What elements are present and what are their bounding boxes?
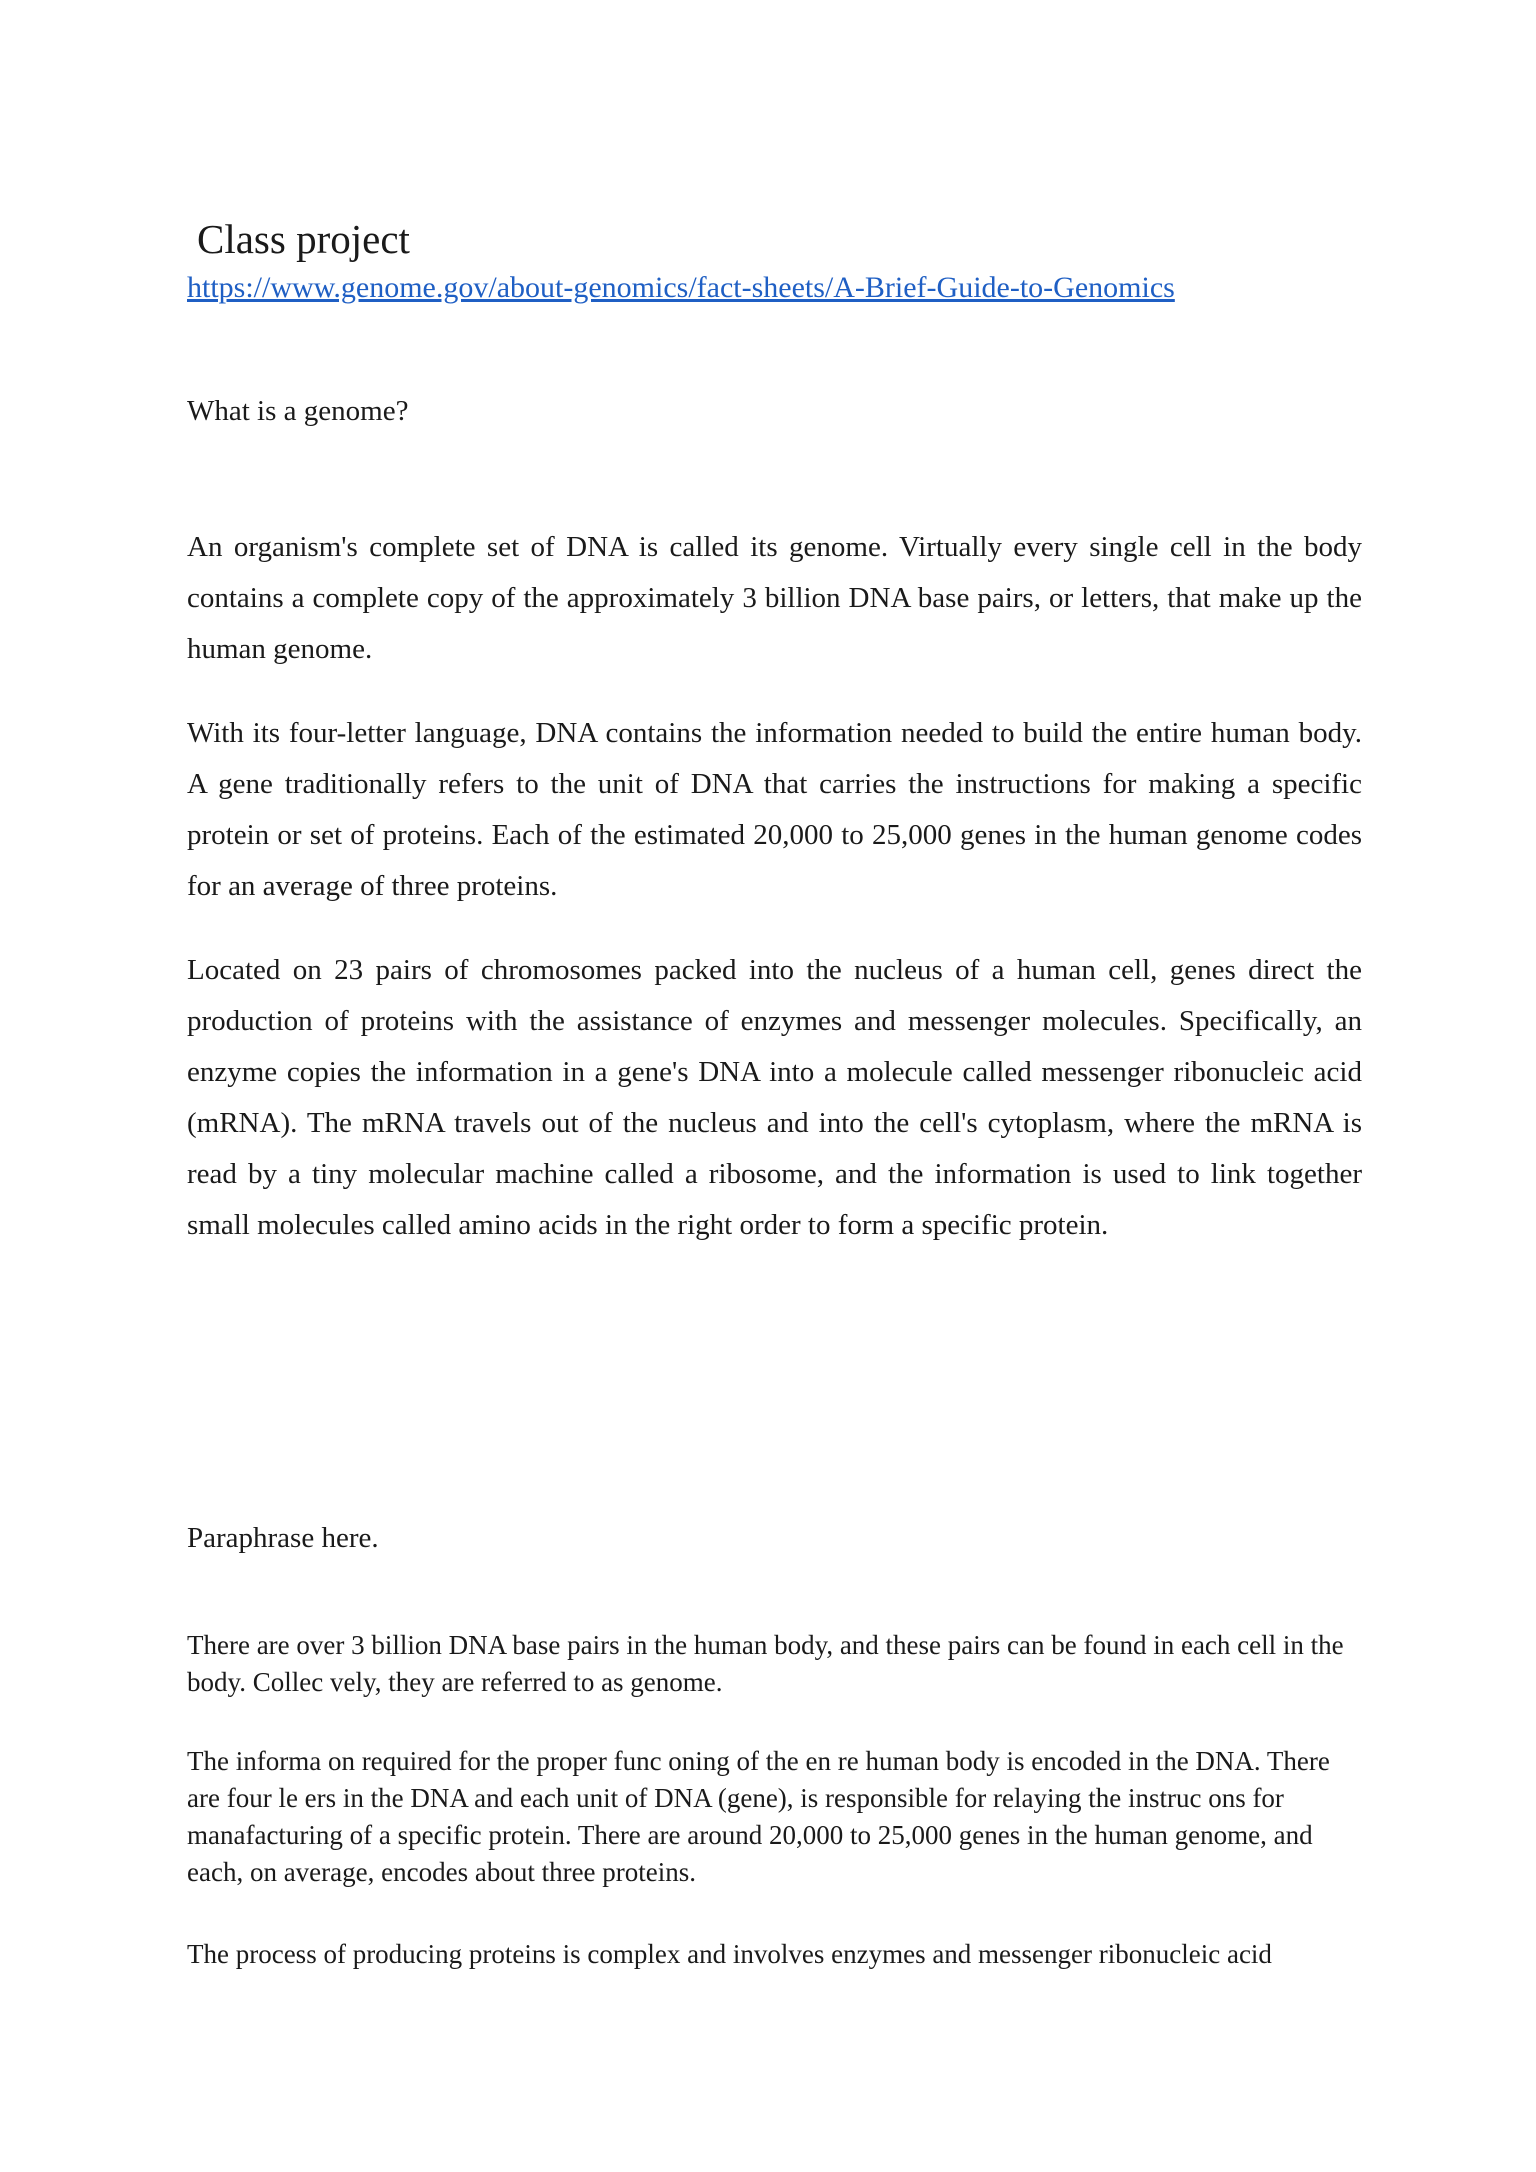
paraphrase-heading: Paraphrase here. xyxy=(187,1522,379,1554)
paraphrase-paragraph-2: The informa on required for the proper func oning of the en re human body is encoded in the DNA. There are four le ers in the DNA and each unit of DNA (gene), is responsible for relaying the instruc ons for manafacturing of a specific protein. There are around 20,000 to 25,000 genes in the human genome, and each, on average, encodes about three proteins. xyxy=(187,1746,1330,1887)
original-paragraph-2: With its four-letter language, DNA contains the information needed to build the entire human body. A gene traditionally refers to the unit of DNA that carries the instructions for making a specific protein or set of proteins. Each of the estimated 20,000 to 25,000 genes in the human genome codes for an average of three proteins. xyxy=(187,717,1362,902)
document-title: Class project xyxy=(197,216,410,262)
source-link[interactable]: https://www.genome.gov/about-genomics/fact-sheets/A-Brief-Guide-to-Genomics xyxy=(187,271,1175,304)
original-paragraph-1: An organism's complete set of DNA is called its genome. Virtually every single cell in the body contains a complete copy of the approximately 3 billion DNA base pairs, or letters, that make up the human genome. xyxy=(187,531,1362,665)
paraphrase-paragraph-1: There are over 3 billion DNA base pairs in the human body, and these pairs can be found in each cell in the body. Collec vely, they are referred to as genome. xyxy=(187,1630,1344,1697)
original-paragraph-3: Located on 23 pairs of chromosomes packed into the nucleus of a human cell, genes direct the production of proteins with the assistance of enzymes and messenger molecules. Specifically, an enzyme copies the information in a gene's DNA into a molecule called messenger ribonucleic acid (mRNA). The mRNA travels out of the nucleus and into the cell's cytoplasm, where the mRNA is read by a tiny molecular machine called a ribosome, and the information is used to link together small molecules called amino acids in the right order to form a specific protein. xyxy=(187,954,1362,1241)
question-heading: What is a genome? xyxy=(187,395,409,427)
paraphrase-paragraph-3: The process of producing proteins is complex and involves enzymes and messenger ribonucleic acid xyxy=(187,1939,1272,1969)
